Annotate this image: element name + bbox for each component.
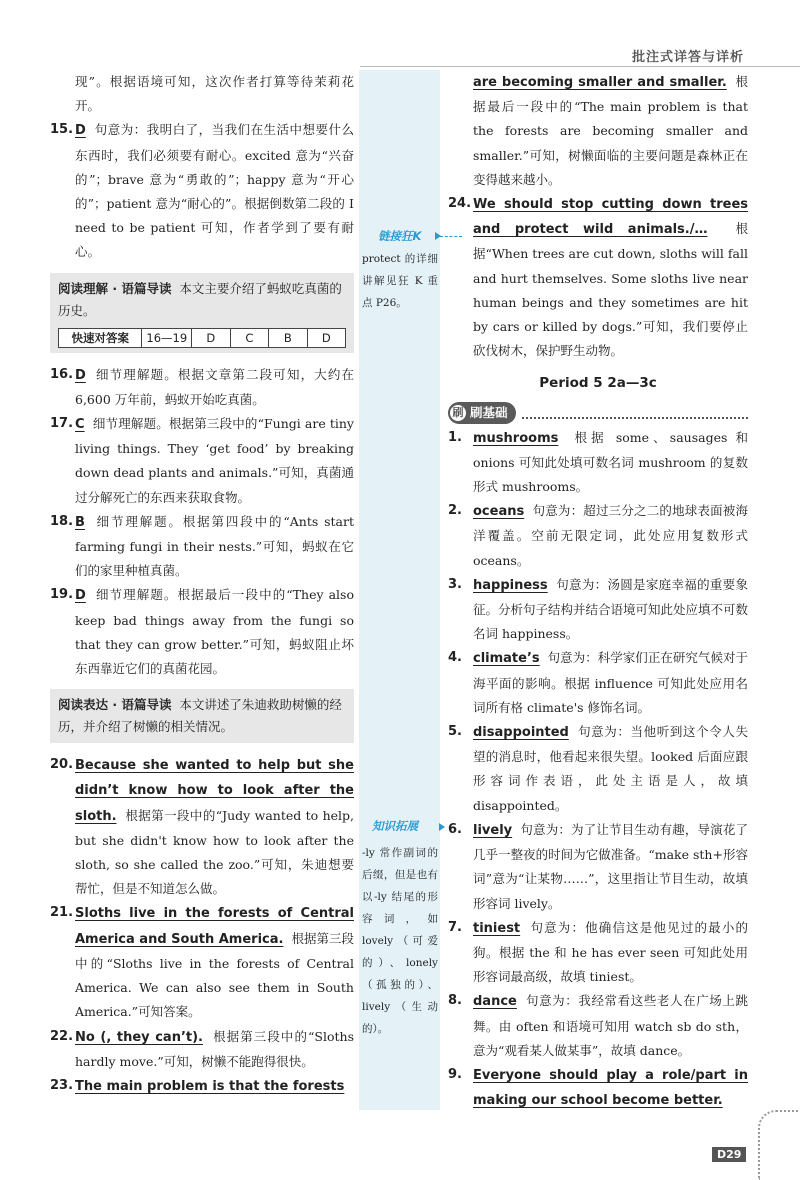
item-answer: D [75,367,86,383]
item-number: 4. [448,650,462,666]
left-column [50,70,354,1099]
item-answer: lively [473,822,513,838]
box-text: 本文讲述了朱迪救助树懒的经历，并介绍了树懒的相关情况。 [58,697,342,735]
page-header: 批注式详答与详析 [632,50,745,65]
item-explanation: 句意为：超过三分之二的地球表面被海洋覆盖。空前无限定词，此处应用复数形式 oceans。 [473,503,748,568]
dotted-divider [522,407,748,419]
prev-continuation: 现”。根据语境可知，这次作者打算等待茉莉花开。 [75,74,354,114]
item-number: 18. [50,513,74,529]
item-explanation: 句意为：我经常看这些老人在广场上跳舞。由 often 和语境可知用 watch sb do sth，意为“观看某人做某事”，故填 dance。 [473,993,748,1058]
answer-item-6 [448,818,748,916]
item-number: 15. [50,122,74,138]
item-answer: happiness [473,577,548,593]
answer-item-23-cont [448,70,748,192]
item-number: 23. [50,1077,74,1093]
item-number: 7. [448,919,462,935]
item-number: 24. [448,196,472,212]
item-number: 21. [50,905,74,921]
note-k-text: protect 的详细讲解见狂 K 重点 P26。 [362,253,438,309]
item-explanation: 根据第三段中的“Sloths hardly move.”可知，树懒不能跑得很快。 [75,1028,354,1069]
note-ext-tag: 知识拓展 [372,819,418,833]
answer-item-15 [50,118,354,264]
quick-answer-cell: B [268,329,306,347]
item-number: 5. [448,724,462,740]
item-number: 9. [448,1066,462,1082]
item-answer: disappointed [473,725,569,741]
item-explanation: 细节理解题。根据第四段中的“Ants start farming fungi in their nests.”可知，蚂蚁在它们的家里种植真菌。 [75,513,354,579]
item-explanation: 句意为：他确信这是他见过的最小的狗。根据 the 和 he has ever seen 可知此处用形容词最高级，故填 tiniest。 [473,919,748,985]
item-answer: B [75,514,85,530]
answer-item-16 [50,363,354,412]
box-title: 阅读表达 · 语篇导读 [58,697,172,713]
item-number: 1. [448,429,462,445]
item-number: 20. [50,757,74,773]
answer-item-22 [50,1025,354,1074]
answer-item-2 [448,499,748,573]
quick-answer-range: 16—19 [141,329,191,347]
item-answer: We should stop cutting down trees and protect wild animals./… [473,197,748,238]
item-explanation: 细节理解题。根据第三段中的“Fungi are tiny living things. They ‘get food’ by breaking down dead plants and animals.”可知，真菌通过分解死亡的东西来获取食物。 [75,416,354,505]
item-explanation: 根据第三段中的“Sloths live in the forests of Central America. We can also see them in South America.”可知答案。 [75,930,354,1020]
item-answer: mushrooms [473,430,559,446]
item-answer: Sloths live in the forests of Central America and South America. [75,906,354,947]
answer-item-3 [448,573,748,647]
item-explanation: 句意为：为了让节目生动有趣，导演花了几乎一整夜的时间为它做准备。“make sth+形容词”意为“让某物……”，这里指让节目生动，故填形容词 lively。 [473,821,748,911]
box-text: 本文主要介绍了蚂蚁吃真菌的历史。 [58,280,342,318]
box-title: 阅读理解 · 语篇导读 [58,280,172,296]
quick-answer-table [58,328,346,348]
item-number: 19. [50,587,74,603]
item-explanation: 句意为：科学家们正在研究气候对于海平面的影响。根据 influence 可知此处应用名词所有格 climate's 修饰名词。 [473,650,748,715]
answer-item-24 [448,192,748,363]
answer-item-23 [50,1074,354,1099]
brush-icon: 刷 [450,405,466,421]
item-answer: climate’s [473,651,540,667]
item-explanation: 句意为：当他听到这个令人失望的消息时，他看起来很失望。looked 后面应跟形容词作表语，此处主语是人，故填 disappointed。 [473,724,748,813]
note-k-tag: 链接狂K [378,229,422,243]
header-rule [360,66,800,67]
quick-answer-cell: D [191,329,229,347]
answer-item-17 [50,412,354,510]
item-number: 22. [50,1028,74,1044]
quick-answer-label: 快速对答案 [71,330,129,345]
item-answer: oceans [473,504,525,520]
section-basic [448,402,748,424]
answer-item-1 [448,426,748,500]
expression-guide-box [50,689,354,743]
item-explanation: 根据第一段中的“Judy wanted to help, but she didn't know how to look after the sloth, so she called the zoo.”可知，朱迪想要帮忙，但是不知道怎么做。 [75,807,354,897]
answer-item-5 [448,720,748,818]
quick-answer-cell: D [307,329,345,347]
note-ext-text: -ly 常作副词的后缀，但是也有以-ly 结尾的形容词，如 lovely（可爱的）、lonely（孤独的）、lively（生动的）。 [362,847,438,1035]
page-corner-decoration [758,1110,800,1180]
item-answer: The main problem is that the forests [75,1078,345,1094]
answer-item-8 [448,989,748,1063]
item-answer: D [75,123,86,139]
answer-item-20 [50,753,354,901]
item-answer: are becoming smaller and smaller. [473,75,727,90]
item-number: 2. [448,503,462,519]
item-number: 8. [448,993,462,1009]
item-answer: C [75,417,85,433]
item-answer: dance [473,994,517,1010]
item-answer: Because she wanted to help but she didn’t know how to look after the sloth. [75,758,354,824]
item-explanation: 细节理解题。根据文章第二段可知，大约在 6,600 万年前，蚂蚁开始吃真菌。 [75,366,354,407]
basic-badge-label: 刷基础 [470,404,508,420]
answer-item-21 [50,901,354,1024]
item-explanation: 细节理解题。根据最后一段中的“They also keep bad things away from the fungi so that they can grow better.”可知，蚂蚁阻止坏东西靠近它们的真菌花园。 [75,587,354,677]
note-k-arrow-icon [435,232,441,240]
item-answer: tiniest [473,920,521,936]
answer-item-9 [448,1063,748,1113]
note-ext-arrow-icon [439,823,445,831]
item-answer: No (, they can’t). [75,1029,203,1045]
item-number: 6. [448,821,462,837]
right-column [448,70,748,1113]
quick-answer-cell: C [230,329,268,347]
item-explanation: 句意为：汤圆是家庭幸福的重要象征。分析句子结构并结合语境可知此处应填不可数名词 happiness。 [473,576,749,642]
reading-guide-box [50,273,354,353]
item-number: 17. [50,416,74,432]
period-heading: Period 5 2a—3c [539,375,657,392]
answer-item-19 [50,583,354,681]
item-explanation: 根据最后一段中的“The main problem is that the forests are becoming smaller and smaller.”可知，树懒面临的主要问题是森林正在变得越来越小。 [473,74,748,187]
answer-item-18 [50,510,354,584]
page-number: D29 [712,1147,746,1162]
item-explanation: 根据 some、sausages 和 onions 可知此处填可数名词 mushroom 的复数形式 mushrooms。 [473,429,748,495]
item-explanation: 根据“When trees are cut down, sloths will fall and hurt themselves. Some sloths live near human beings and they sometimes are hit by cars or killed by dogs.”可知，我们要停止砍伐树木，保护野生动物。 [473,221,749,359]
answer-item-4 [448,646,748,720]
answer-item-7 [448,916,748,990]
item-explanation: 句意为：我明白了，当我们在生活中想要什么东西时，我们必须要有耐心。excited 意为“兴奋的”；brave 意为“勇敢的”；happy 意为“开心的”；patient 意为“耐心的”。根据倒数第二段的 I need to be patient 可知，作者学到了要有耐心。 [75,122,354,260]
item-number: 16. [50,366,74,382]
item-answer: D [75,588,86,604]
item-answer: Everyone should play a role/part in making our school become better. [473,1067,748,1109]
item-number: 3. [448,576,462,592]
basic-badge [448,402,516,424]
